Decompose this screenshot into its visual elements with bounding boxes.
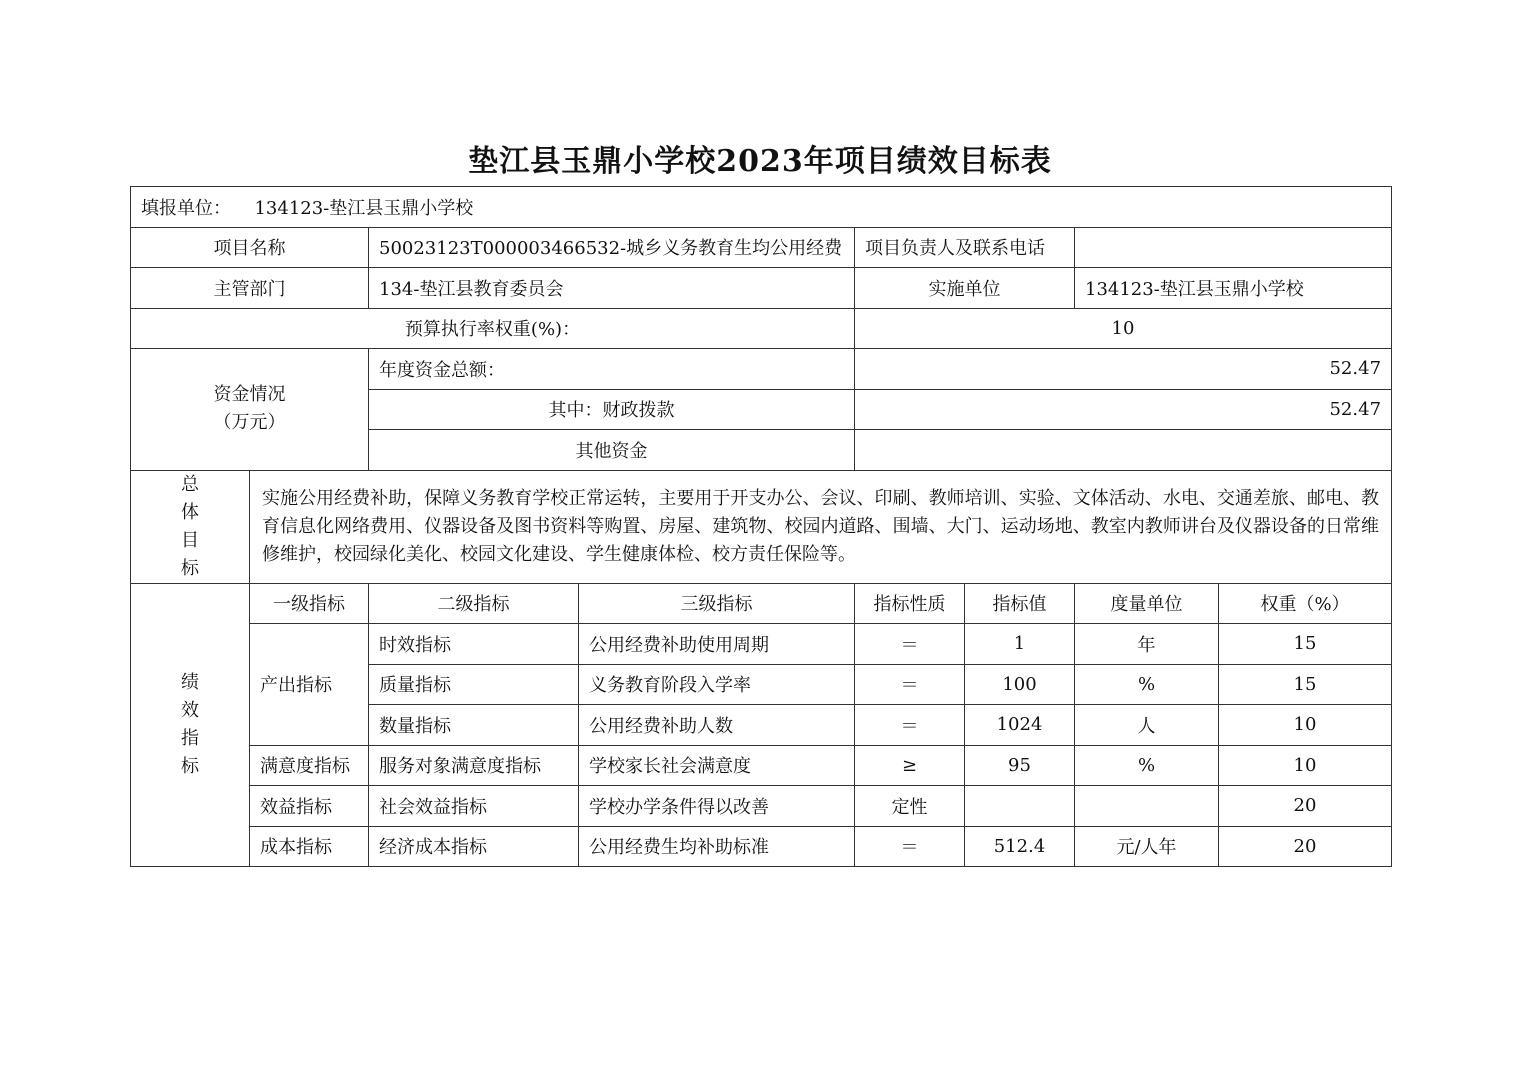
indicators-label-char: 指	[181, 727, 199, 749]
goal-label-char: 体	[181, 501, 199, 523]
weight-cell: 15	[1219, 624, 1392, 665]
department-label: 主管部门	[131, 268, 369, 309]
funds-other-label: 其他资金	[369, 430, 855, 471]
header-level2: 二级指标	[369, 583, 579, 624]
level1-cell: 效益指标	[250, 786, 369, 827]
value-cell	[965, 786, 1075, 827]
table-row	[131, 786, 1392, 827]
funds-total-label: 年度资金总额：	[369, 349, 855, 390]
fill-unit-row	[131, 187, 1392, 228]
indicator-header-row	[131, 583, 1392, 624]
value-cell: 100	[965, 664, 1075, 705]
unit-cell	[1075, 786, 1219, 827]
fill-unit-label: 填报单位：	[141, 197, 231, 219]
performance-goal-table	[130, 186, 1392, 867]
indicators-label-char: 绩	[181, 671, 199, 693]
value-cell: 1024	[965, 705, 1075, 746]
level3-cell: 学校家长社会满意度	[579, 745, 855, 786]
level3-cell: 公用经费补助使用周期	[579, 624, 855, 665]
unit-cell: %	[1075, 745, 1219, 786]
level1-cell: 满意度指标	[250, 745, 369, 786]
funds-label-line2: （万元）	[213, 412, 286, 434]
goal-label-char: 总	[181, 473, 199, 495]
table-row	[131, 826, 1392, 867]
funds-fiscal-value: 52.47	[855, 389, 1392, 430]
table-row	[131, 745, 1392, 786]
funds-total-row	[131, 349, 1392, 390]
value-cell: 512.4	[965, 826, 1075, 867]
header-value: 指标值	[965, 583, 1075, 624]
goal-label-char: 标	[181, 557, 199, 579]
weight-cell: 10	[1219, 705, 1392, 746]
project-name-row	[131, 227, 1392, 268]
goal-row	[131, 470, 1392, 583]
nature-cell: ＝	[855, 664, 965, 705]
funds-other-value	[855, 430, 1392, 471]
funds-label-line1: 资金情况	[213, 384, 286, 406]
department-value: 134-垫江县教育委员会	[369, 268, 855, 309]
nature-cell: ≥	[855, 745, 965, 786]
header-level3: 三级指标	[579, 583, 855, 624]
indicators-label	[131, 583, 250, 867]
impl-unit-value: 134123-垫江县玉鼎小学校	[1075, 268, 1392, 309]
project-name-label: 项目名称	[131, 227, 369, 268]
level2-cell: 质量指标	[369, 664, 579, 705]
header-level1: 一级指标	[250, 583, 369, 624]
level2-cell: 经济成本指标	[369, 826, 579, 867]
goal-label	[131, 470, 250, 583]
value-cell: 95	[965, 745, 1075, 786]
level3-cell: 公用经费补助人数	[579, 705, 855, 746]
budget-weight-row	[131, 308, 1392, 349]
nature-cell: ＝	[855, 826, 965, 867]
unit-cell: 年	[1075, 624, 1219, 665]
unit-cell: 人	[1075, 705, 1219, 746]
fill-unit-value: 134123-垫江县玉鼎小学校	[254, 197, 474, 219]
budget-weight-label: 预算执行率权重(%)：	[131, 308, 855, 349]
header-unit: 度量单位	[1075, 583, 1219, 624]
funds-label	[131, 349, 369, 471]
level2-cell: 服务对象满意度指标	[369, 745, 579, 786]
goal-label-char: 目	[181, 529, 199, 551]
budget-weight-value: 10	[855, 308, 1392, 349]
weight-cell: 20	[1219, 826, 1392, 867]
weight-cell: 10	[1219, 745, 1392, 786]
header-nature: 指标性质	[855, 583, 965, 624]
nature-cell: ＝	[855, 705, 965, 746]
level3-cell: 义务教育阶段入学率	[579, 664, 855, 705]
unit-cell: %	[1075, 664, 1219, 705]
level3-cell: 公用经费生均补助标准	[579, 826, 855, 867]
unit-cell: 元/人年	[1075, 826, 1219, 867]
funds-fiscal-label: 其中：财政拨款	[369, 389, 855, 430]
weight-cell: 20	[1219, 786, 1392, 827]
value-cell: 1	[965, 624, 1075, 665]
page-title: 垫江县玉鼎小学校2023年项目绩效目标表	[468, 144, 1052, 179]
department-row	[131, 268, 1392, 309]
level2-cell: 数量指标	[369, 705, 579, 746]
level3-cell: 学校办学条件得以改善	[579, 786, 855, 827]
goal-text: 实施公用经费补助，保障义务教育学校正常运转，主要用于开支办公、会议、印刷、教师培训、实验、文体活动、水电、交通差旅、邮电、教育信息化网络费用、仪器设备及图书资料等购置、房屋、建筑物、校园内道路、围墙、大门、运动场地、教室内教师讲台及仪器设备的日常维修维护，校园绿化美化、校园文化建设、学生健康体检、校方责任保险等。	[250, 470, 1392, 583]
project-name-value: 50023123T000003466532-城乡义务教育生均公用经费	[369, 227, 855, 268]
weight-cell: 15	[1219, 664, 1392, 705]
contact-label: 项目负责人及联系电话	[855, 227, 1075, 268]
indicators-label-char: 标	[181, 755, 199, 777]
indicators-label-char: 效	[181, 699, 199, 721]
level2-cell: 社会效益指标	[369, 786, 579, 827]
nature-cell: 定性	[855, 786, 965, 827]
table-row	[131, 624, 1392, 665]
funds-total-value: 52.47	[855, 349, 1392, 390]
impl-unit-label: 实施单位	[855, 268, 1075, 309]
fill-unit-cell	[131, 187, 1392, 228]
nature-cell: ＝	[855, 624, 965, 665]
level2-cell: 时效指标	[369, 624, 579, 665]
level1-cell: 产出指标	[250, 624, 369, 746]
header-weight: 权重（%）	[1219, 583, 1392, 624]
contact-value	[1075, 227, 1392, 268]
level1-cell: 成本指标	[250, 826, 369, 867]
